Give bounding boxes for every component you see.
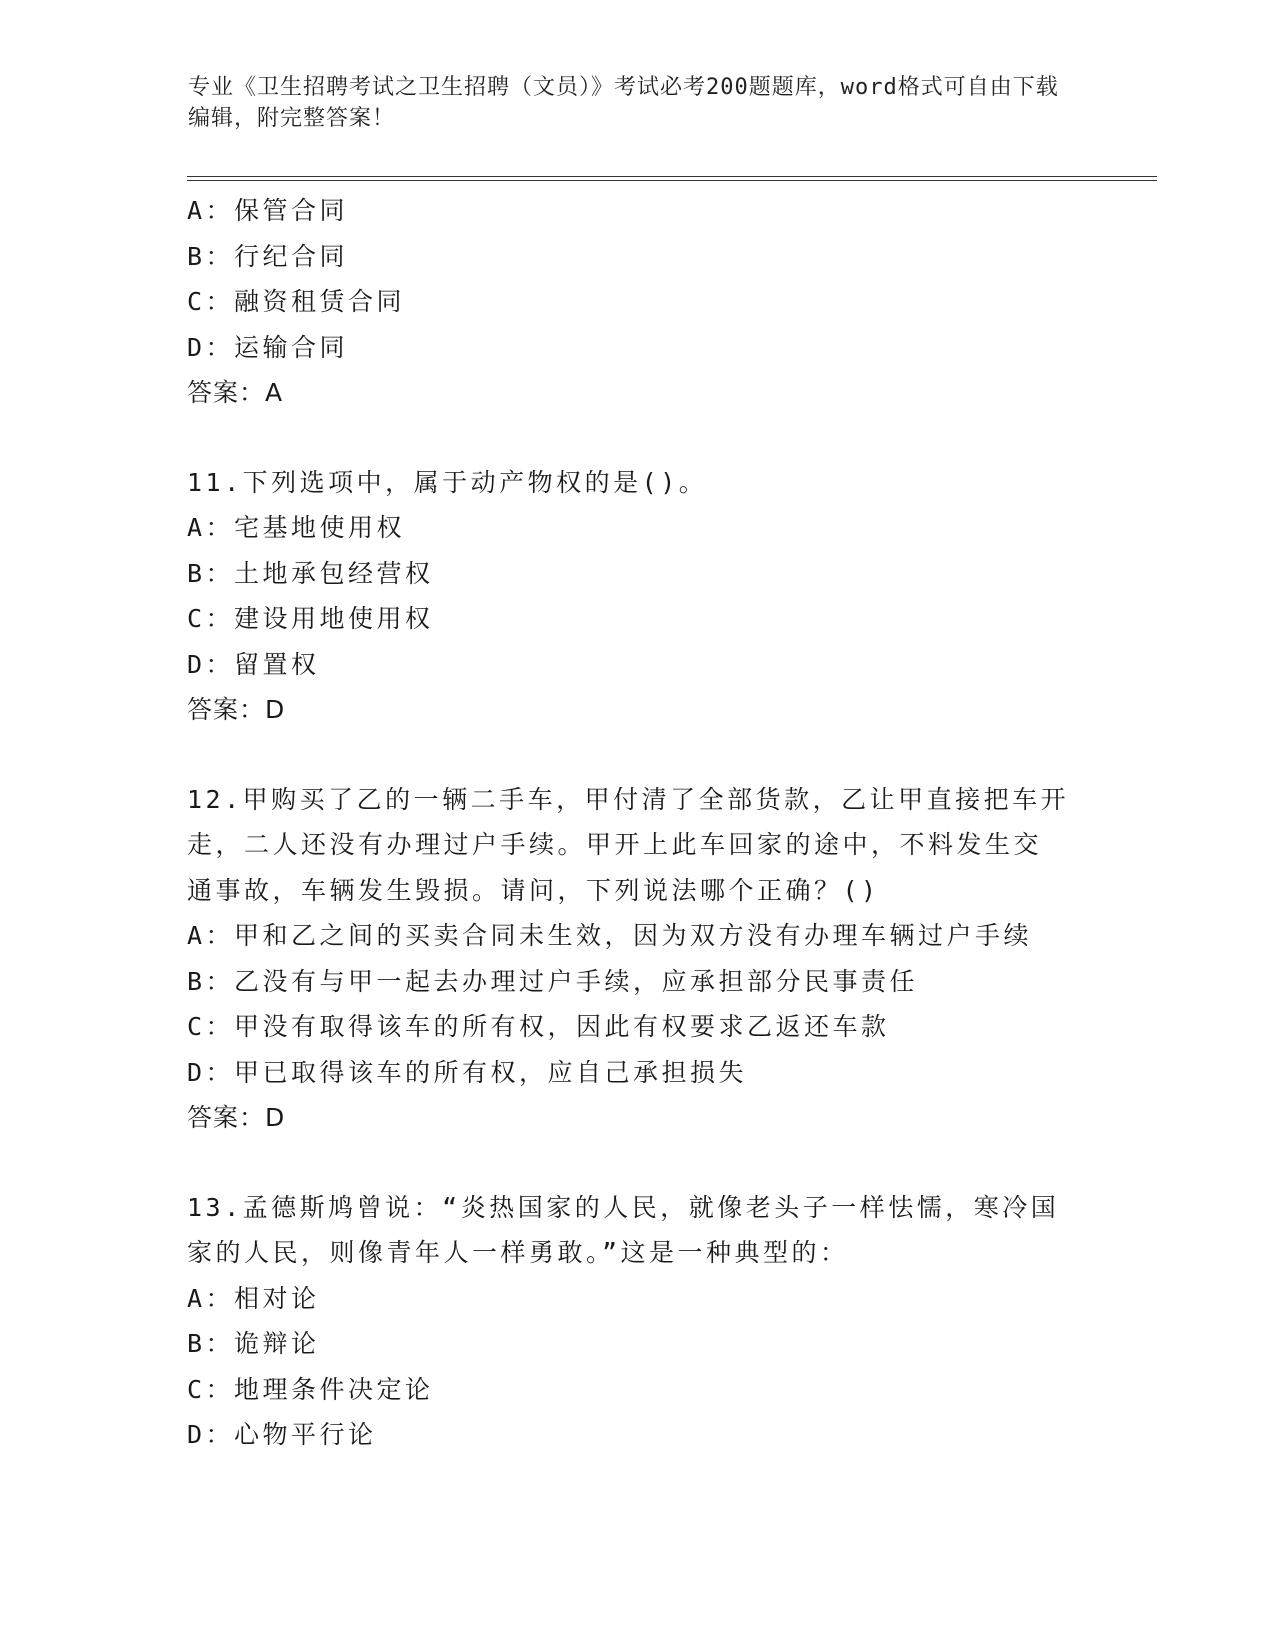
option-c: C：地理条件决定论 (187, 1374, 434, 1404)
question-stem-line-2: 走，二人还没有办理过户手续。甲开上此车回家的途中，不料发生交 (187, 830, 1043, 859)
header-divider (187, 176, 1157, 181)
option-d: D：运输合同 (187, 332, 349, 362)
question-10-block (187, 188, 1087, 416)
question-stem-line-1: 12.甲购买了乙的一辆二手车，甲付清了全部货款，乙让甲直接把车开 (187, 784, 1070, 814)
answer-line: 答案：D (187, 1103, 286, 1132)
option-b: B：乙没有与甲一起去办理过户手续，应承担部分民事责任 (187, 966, 919, 996)
option-c: C：融资租赁合同 (187, 287, 406, 316)
question-stem-line-1: 13.孟德斯鸠曾说：“炎热国家的人民，就像老头子一样怯懦，寒冷国 (187, 1192, 1060, 1222)
option-d: D：心物平行论 (187, 1420, 377, 1449)
option-a: A：保管合同 (187, 196, 349, 225)
option-d: D：甲已取得该车的所有权，应自己承担损失 (187, 1057, 748, 1087)
answer-line: 答案：A (187, 378, 284, 407)
answer-line: 答案：D (187, 695, 286, 724)
question-13-block (187, 1185, 1087, 1458)
document-body (187, 188, 1087, 1458)
document-header: 专业《卫生招聘考试之卫生招聘（文员）》考试必考200题题库，word格式可自由下载编辑，附完整答案！ (188, 75, 1059, 131)
option-b: B：行纪合同 (187, 241, 349, 271)
question-12-block (187, 777, 1087, 1141)
question-stem: 11.下列选项中，属于动产物权的是()。 (187, 467, 708, 497)
option-a: A：相对论 (187, 1283, 320, 1313)
question-stem-line-2: 家的人民，则像青年人一样勇敢。”这是一种典型的： (187, 1238, 849, 1267)
option-d: D：留置权 (187, 649, 320, 679)
question-stem-line-3: 通事故，车辆发生毁损。请问，下列说法哪个正确？() (187, 875, 880, 905)
option-a: A：宅基地使用权 (187, 513, 406, 542)
option-b: B：土地承包经营权 (187, 558, 434, 588)
option-c: C：建设用地使用权 (187, 604, 434, 633)
question-11-block (187, 460, 1087, 733)
option-c: C：甲没有取得该车的所有权，因此有权要求乙返还车款 (187, 1012, 890, 1041)
option-a: A：甲和乙之间的买卖合同未生效，因为双方没有办理车辆过户手续 (187, 921, 1033, 950)
option-b: B：诡辩论 (187, 1329, 320, 1358)
